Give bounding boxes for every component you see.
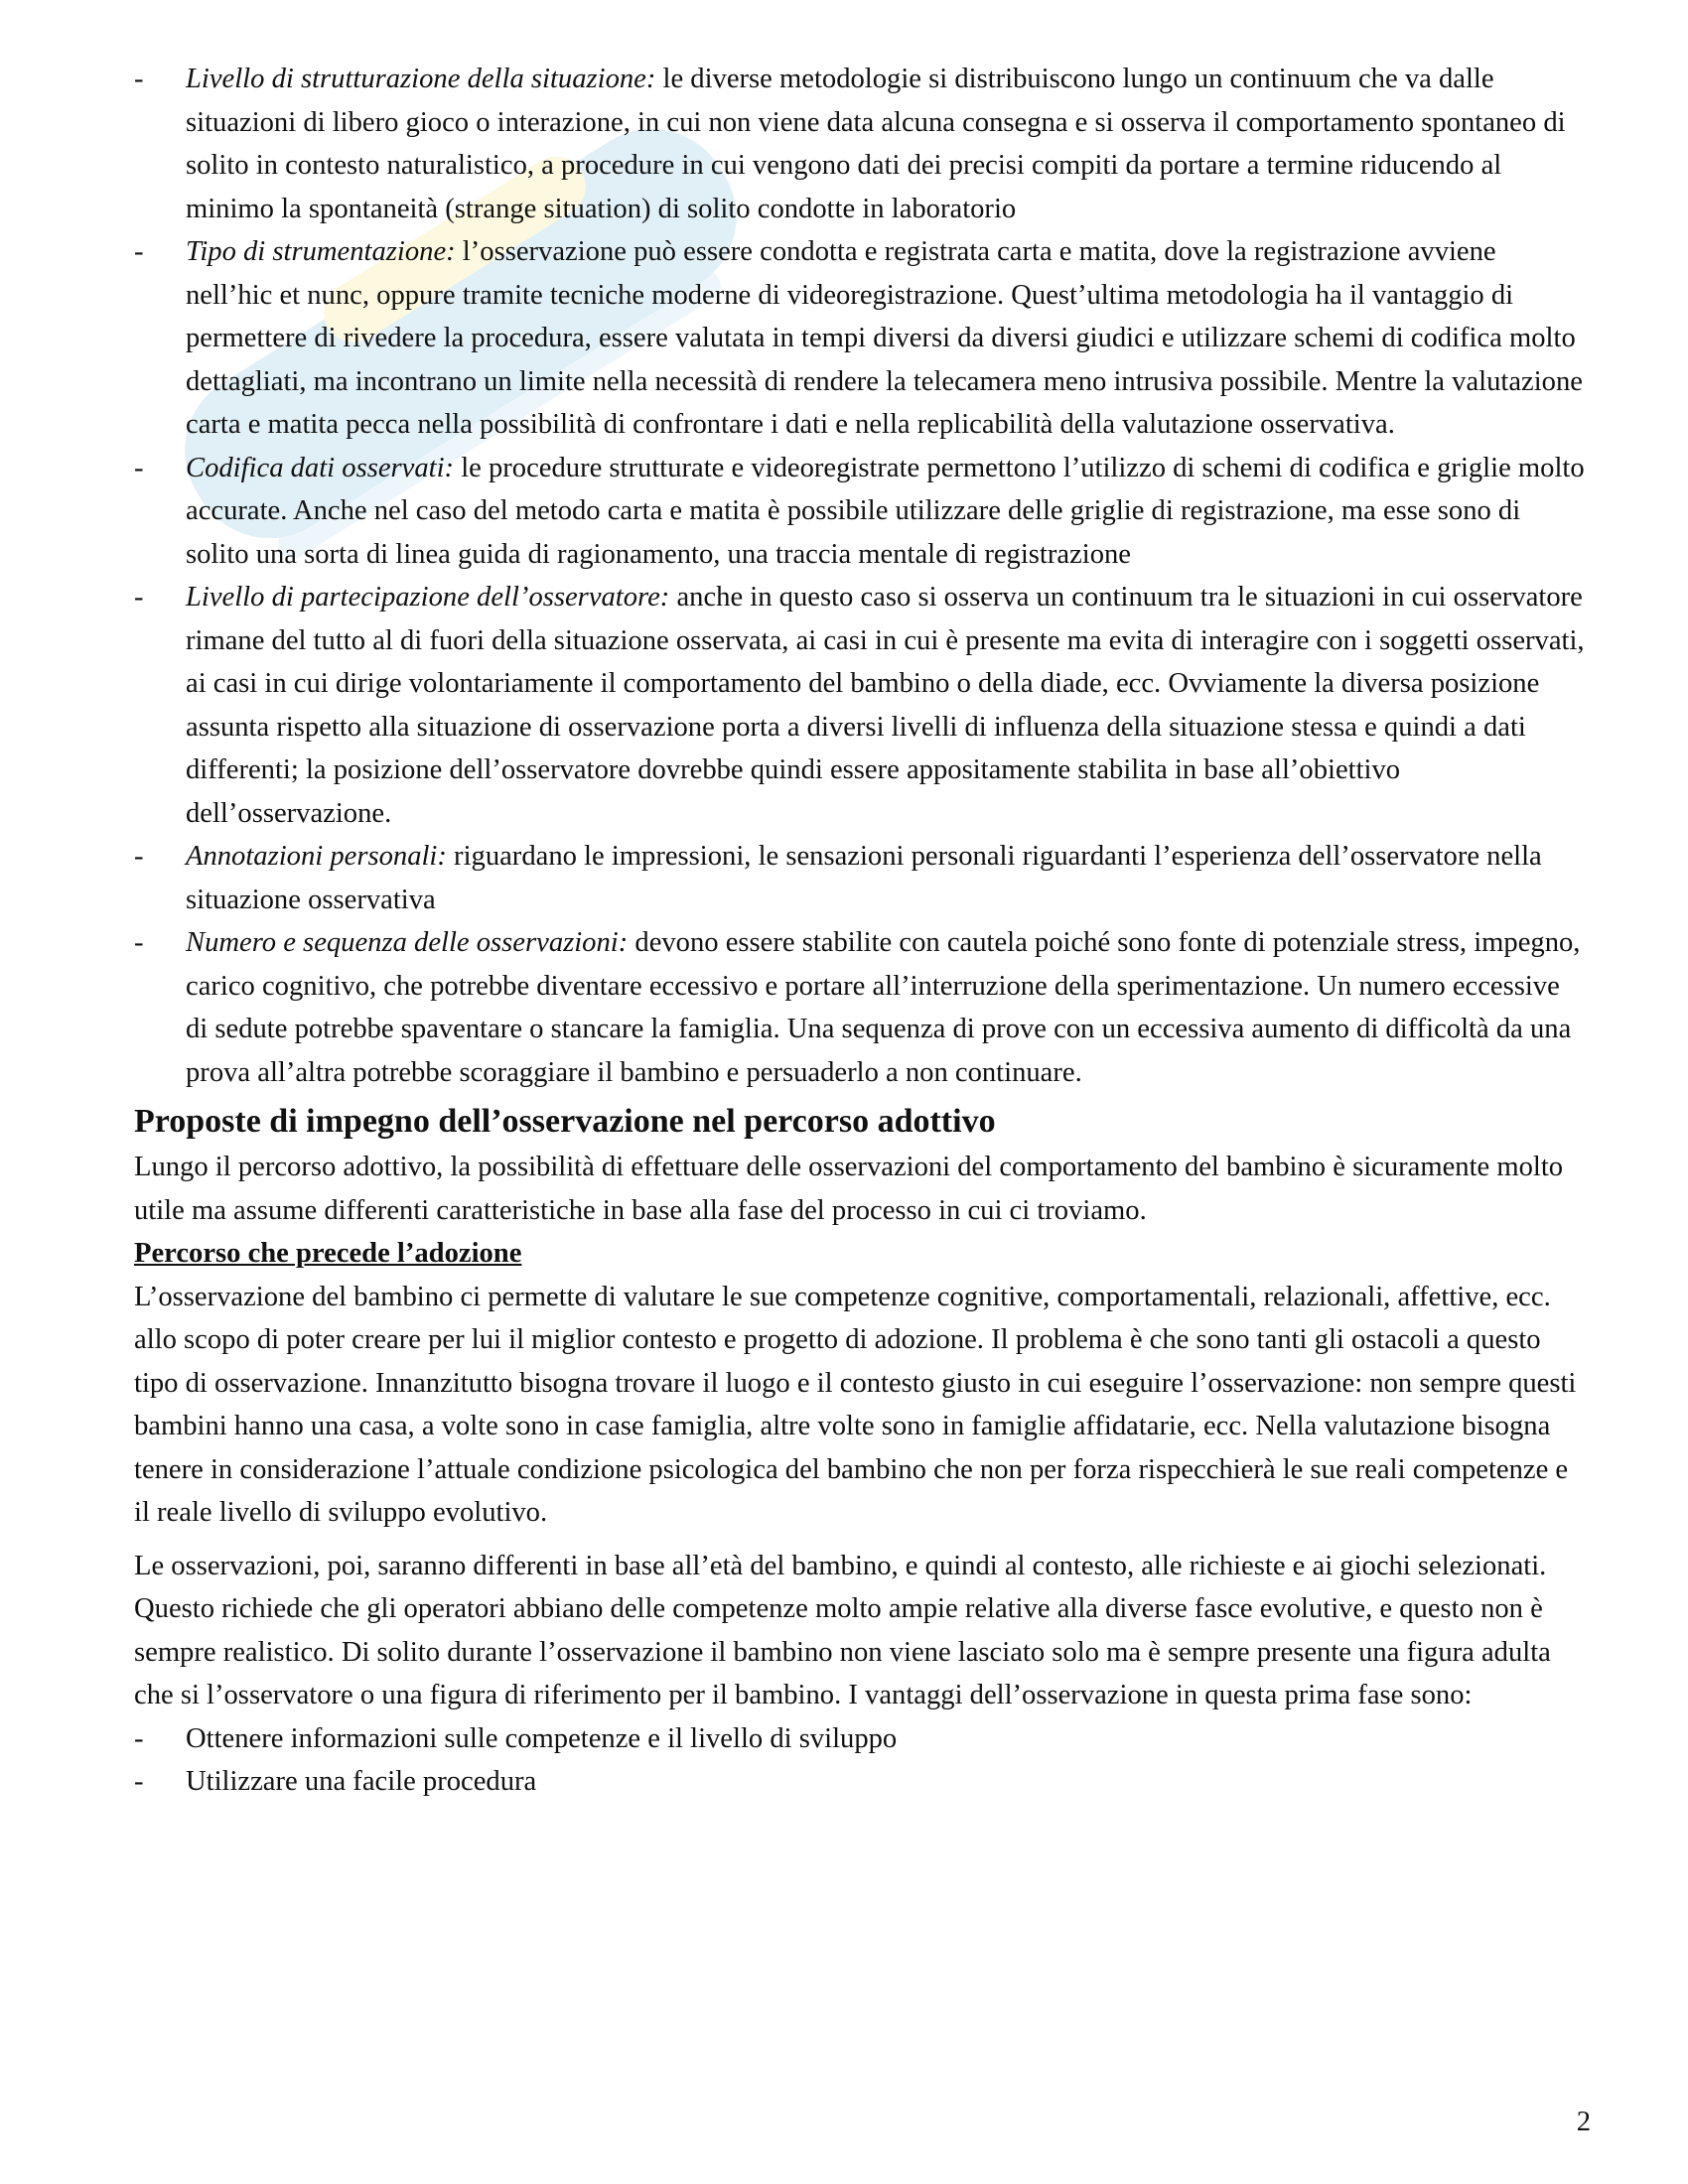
page-number: 2 [1576, 2107, 1591, 2137]
list-text: Utilizzare una facile procedura [186, 1766, 537, 1797]
list-text: Ottenere informazioni sulle competenze e il livello di sviluppo [186, 1722, 898, 1754]
list-item [134, 230, 1589, 447]
list-item [134, 1717, 1589, 1761]
intro-paragraph: Lungo il percorso adottivo, la possibilità di effettuare delle osservazioni del comportamento del bambino è sicuramente molto utile ma assume differenti caratteristiche in base alla fase del processo in cui ci troviamo. [134, 1152, 1564, 1226]
list-dash: - [134, 1766, 144, 1797]
list-item [134, 921, 1589, 1094]
list-dash: - [134, 1722, 144, 1754]
list-term: Numero e sequenza delle osservazioni: [186, 927, 629, 958]
list-dash: - [134, 927, 144, 958]
body-paragraph-1: L’osservazione del bambino ci permette di valutare le sue competenze cognitive, comportamentali, relazionali, affettive, ecc. allo scopo di poter creare per lui il miglior contesto e progetto di adozione. Il problema è che sono tanti gli ostacoli a questo tipo di osservazione. Innanzitutto bisogna trovare il luogo e il contesto giusto in cui eseguire l’osservazione: non sempre questi bambini hanno una casa, a volte sono in case famiglia, altre volte sono in famiglie affidatarie, ecc. Nella valutazione bisogna tenere in considerazione l’attuale condizione psicologica del bambino che non per forza rispecchierà le sue reali competenze e il reale livello di sviluppo evolutivo. [134, 1281, 1577, 1528]
list-item [134, 58, 1589, 230]
list-item [134, 835, 1589, 921]
section-heading: Proposte di impegno dell’osservazione nel percorso adottivo [134, 1103, 996, 1140]
list-term: Tipo di strumentazione: [186, 236, 456, 267]
list-term: Annotazioni personali: [186, 841, 447, 872]
list-term: Codifica dati osservati: [186, 452, 455, 483]
list-text: le diverse metodologie si distribuiscono lungo un continuum che va dalle situazioni di libero gioco o interazione, in cui non viene data alcuna consegna e si osserva il comportamento spontaneo di solito in contesto naturalistico, a procedure in cui vengono dati dei precisi compiti da portare a termine riducendo al minimo la spontaneità (strange situation) di solito condotte in laboratorio [186, 64, 1566, 224]
list-dash: - [134, 452, 144, 483]
list-dash: - [134, 582, 144, 613]
list-text: l’osservazione può essere condotta e registrata carta e matita, dove la registrazione avviene nell’hic et nunc, oppure tramite tecniche moderne di videoregistrazione. Quest’ultima metodologia ha il vantaggio di permettere di rivedere la procedura, essere valutata in tempi diversi da diversi giudici e utilizzare schemi di codifica molto dettagliati, ma incontrano un limite nella necessità di rendere la telecamera meno intrusiva possibile. Mentre la valutazione carta e matita pecca nella possibilità di confrontare i dati e nella replicabilità della valutazione osservativa. [186, 236, 1583, 440]
observation-criteria-list [134, 58, 1589, 1094]
subsection-heading: Percorso che precede l’adozione [134, 1238, 522, 1269]
document-page [134, 58, 1589, 1804]
list-item [134, 447, 1589, 577]
list-dash: - [134, 236, 144, 267]
list-item [134, 1760, 1589, 1804]
list-text: riguardano le impressioni, le sensazioni personali riguardanti l’esperienza dell’osservatore nella situazione osservativa [186, 841, 1542, 915]
list-dash: - [134, 64, 144, 94]
list-term: Livello di partecipazione dell’osservatore: [186, 582, 670, 613]
advantages-list [134, 1717, 1589, 1804]
list-term: Livello di strutturazione della situazione: [186, 64, 656, 94]
list-text: devono essere stabilite con cautela poiché sono fonte di potenziale stress, impegno, carico cognitivo, che potrebbe diventare eccessivo e portare all’interruzione della sperimentazione. Un numero eccessive di sedute potrebbe spaventare o stancare la famiglia. Una sequenza di prove con un eccessiva aumento di difficoltà da una prova all’altra potrebbe scoraggiare il bambino e persuaderlo a non continuare. [186, 927, 1581, 1088]
body-paragraph-2: Le osservazioni, poi, saranno differenti in base all’età del bambino, e quindi al contesto, alle richieste e ai giochi selezionati. Questo richiede che gli operatori abbiano delle competenze molto ampie relative alla diverse fasce evolutive, e questo non è sempre realistico. Di solito durante l’osservazione il bambino non viene lasciato solo ma è sempre presente una figura adulta che si l’osservatore o una figura di riferimento per il bambino. I vantaggi dell’osservazione in questa prima fase sono: [134, 1550, 1551, 1710]
list-text: anche in questo caso si osserva un continuum tra le situazioni in cui osservatore rimane del tutto al di fuori della situazione osservata, ai casi in cui è presente ma evita di interagire con i soggetti osservati, ai casi in cui dirige volontariamente il comportamento del bambino o della diade, ecc. Ovviamente la diversa posizione assunta rispetto alla situazione di osservazione porta a diversi livelli di influenza della situazione stessa e quindi a dati differenti; la posizione dell’osservatore dovrebbe quindi essere appositamente stabilita in base all’obiettivo dell’osservazione. [186, 582, 1585, 829]
list-dash: - [134, 841, 144, 872]
list-item [134, 576, 1589, 835]
list-text: le procedure strutturate e videoregistrate permettono l’utilizzo di schemi di codifica e griglie molto accurate. Anche nel caso del metodo carta e matita è possibile utilizzare delle griglie di registrazione, ma esse sono di solito una sorta di linea guida di ragionamento, una traccia mentale di registrazione [186, 452, 1585, 570]
